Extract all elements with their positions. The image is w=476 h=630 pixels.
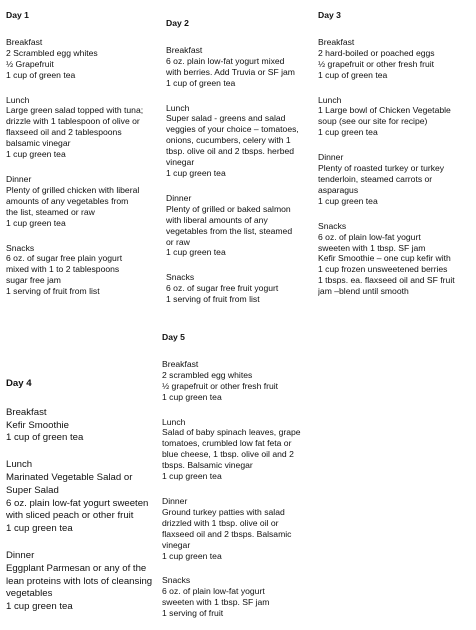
meal-heading-dinner: Dinner — [6, 549, 35, 561]
meal-line: 2 Scrambled egg whites — [6, 47, 98, 58]
meal-line: vinegar — [166, 157, 195, 168]
meal-section — [162, 496, 318, 561]
meal-heading-breakfast: Breakfast — [6, 406, 47, 418]
meal-section — [166, 103, 316, 179]
meal-line: 1 tbsps. ea. flaxseed oil and SF fruit — [318, 275, 455, 286]
meal-section — [6, 243, 166, 298]
meal-heading-breakfast: Breakfast — [318, 36, 355, 47]
meal-section — [162, 359, 318, 403]
meal-heading-dinner: Dinner — [6, 173, 32, 184]
meal-line: sweeten with 1 tbsp. SF jam — [318, 242, 426, 253]
meal-section — [166, 193, 316, 258]
meal-line: 1 serving of fruit from list — [166, 294, 260, 305]
meal-line: vinegar — [162, 539, 191, 550]
meal-line: with berries. Add Truvia or SF jam — [166, 66, 295, 77]
meal-section — [162, 417, 318, 482]
meal-line: sugar free jam — [6, 275, 61, 286]
meal-line: vegetables — [6, 588, 53, 600]
meal-line: jam –blend until smooth — [318, 286, 409, 297]
meal-line: mixed with 1 to 2 tablespoons — [6, 264, 120, 275]
meal-line: the list, steamed or raw — [6, 206, 95, 217]
meal-line: 6 oz. plain low-fat yogurt sweeten — [6, 497, 149, 509]
meal-line: lean proteins with lots of cleansing — [6, 575, 153, 587]
meal-line: 1 cup green tea — [6, 217, 66, 228]
meal-line: flaxseed oil and 2 tbsps. Balsamic — [162, 528, 292, 539]
meal-heading-breakfast: Breakfast — [162, 358, 199, 369]
meal-line: asparagus — [318, 184, 359, 195]
meal-section — [318, 221, 476, 297]
meal-line: Plenty of roasted turkey or turkey — [318, 163, 445, 174]
meal-line: Kefir Smoothie – one cup kefir with — [318, 253, 451, 264]
meal-section — [318, 37, 476, 81]
meal-line: onions, cucumbers, celery with 1 — [166, 135, 291, 146]
meal-line: ½ Grapefruit — [6, 58, 54, 69]
day-4-column — [6, 378, 164, 630]
meal-line: 2 hard-boiled or poached eggs — [318, 47, 435, 58]
day-title: Day 1 — [6, 10, 29, 20]
meal-line: 1 cup of green tea — [318, 69, 388, 80]
meal-line: 1 Large bowl of Chicken Vegetable — [318, 105, 451, 116]
meal-line: vegetables from the list, steamed — [166, 225, 293, 236]
meal-line: Kefir Smoothie — [6, 419, 69, 431]
meal-line: 1 cup of green tea — [166, 77, 236, 88]
meal-line: 1 cup of green tea — [6, 69, 76, 80]
meal-heading-lunch: Lunch — [6, 94, 30, 105]
meal-line: 1 cup green tea — [6, 601, 73, 613]
meal-heading-lunch: Lunch — [166, 102, 190, 113]
day-2-column — [166, 18, 316, 318]
meal-heading-snacks: Snacks — [6, 242, 35, 253]
meal-line: 1 cup green tea — [6, 523, 73, 535]
meal-line: Ground turkey patties with salad — [162, 506, 285, 517]
day-3-column — [318, 10, 476, 320]
meal-section — [166, 45, 316, 89]
meal-line: ½ grapefruit or other fresh fruit — [162, 380, 279, 391]
meal-line: tbsps. Balsamic vinegar — [162, 460, 253, 471]
meal-line: Eggplant Parmesan or any of the — [6, 562, 147, 574]
meal-heading-lunch: Lunch — [162, 416, 186, 427]
meal-heading-lunch: Lunch — [318, 94, 342, 105]
meal-line: Plenty of grilled chicken with liberal — [6, 184, 140, 195]
meal-section — [6, 407, 164, 445]
meal-line: 6 oz. plain low-fat yogurt mixed — [166, 55, 285, 66]
meal-line: Super salad - greens and salad — [166, 113, 286, 124]
meal-line: with sliced peach or other fruit — [6, 510, 134, 522]
meal-heading-dinner: Dinner — [318, 152, 344, 163]
meal-line: Salad of baby spinach leaves, grape — [162, 427, 301, 438]
meal-line: soup (see our site for recipe) — [318, 116, 428, 127]
meal-line: sweeten with 1 tbsp. SF jam — [162, 597, 270, 608]
meal-line: tomatoes, crumbled low fat feta or — [162, 438, 292, 449]
meal-line: 6 oz. of plain low-fat yogurt — [162, 586, 265, 597]
meal-line: Super Salad — [6, 484, 59, 496]
meal-line: tbsp. olive oil and 2 tbsps. herbed — [166, 146, 295, 157]
meal-line: 1 cup green tea — [166, 247, 226, 258]
meal-line: 6 oz. of sugar free fruit yogurt — [166, 283, 279, 294]
meal-heading-lunch: Lunch — [6, 459, 33, 471]
meal-line: 6 oz. of sugar free plain yogurt — [6, 253, 123, 264]
meal-section — [6, 459, 164, 536]
meal-line: blue cheese, 1 tbsp. olive oil and 2 — [162, 449, 294, 460]
meal-line: 1 serving of fruit — [162, 608, 224, 619]
meal-heading-snacks: Snacks — [318, 220, 347, 231]
meal-line: flaxseed oil and 2 tablespoons — [6, 127, 122, 138]
day-5-column — [162, 332, 318, 630]
day-title: Day 4 — [6, 378, 32, 389]
meal-section — [6, 550, 164, 614]
meal-section — [6, 174, 166, 229]
meal-heading-breakfast: Breakfast — [6, 36, 43, 47]
meal-heading-breakfast: Breakfast — [166, 44, 203, 55]
meal-line: balsamic vinegar — [6, 138, 71, 149]
meal-line: 1 serving of fruit from list — [6, 286, 100, 297]
meal-line: Large green salad topped with tuna; — [6, 105, 144, 116]
meal-line: tenderloin, steamed carrots or — [318, 173, 433, 184]
day-title: Day 3 — [318, 10, 341, 20]
meal-section — [6, 37, 166, 81]
meal-line: 1 cup green tea — [162, 471, 222, 482]
meal-line: 1 cup green tea — [162, 391, 222, 402]
meal-line: amounts of any vegetables from — [6, 195, 129, 206]
meal-section — [318, 95, 476, 139]
meal-line: 1 cup frozen unsweetened berries — [318, 264, 448, 275]
day-1-column — [6, 10, 166, 330]
meal-line: veggies of your choice – tomatoes, — [166, 124, 299, 135]
meal-line: 1 cup of green tea — [6, 432, 84, 444]
meal-line: or raw — [166, 236, 190, 247]
meal-line: 2 scrambled egg whites — [162, 369, 253, 380]
meal-line: drizzled with 1 tbsp. olive oil or — [162, 517, 279, 528]
meal-line: ½ grapefruit or other fresh fruit — [318, 58, 435, 69]
meal-line: with liberal amounts of any — [166, 214, 268, 225]
meal-line: 6 oz. of plain low-fat yogurt — [318, 231, 421, 242]
meal-section — [166, 272, 316, 305]
day-title: Day 2 — [166, 18, 189, 28]
meal-line: drizzle with 1 tablespoon of olive or — [6, 116, 140, 127]
meal-heading-dinner: Dinner — [166, 192, 192, 203]
meal-line: 1 cup green tea — [318, 127, 378, 138]
meal-line: 1 cup green tea — [166, 167, 226, 178]
meal-line: 1 cup green tea — [318, 195, 378, 206]
meal-section — [6, 95, 166, 160]
meal-line: Marinated Vegetable Salad or — [6, 471, 133, 483]
meal-heading-snacks: Snacks — [166, 272, 195, 283]
meal-line: Plenty of grilled or baked salmon — [166, 203, 291, 214]
day-title: Day 5 — [162, 332, 185, 342]
meal-heading-snacks: Snacks — [162, 575, 191, 586]
meal-line: 1 cup green tea — [162, 550, 222, 561]
meal-section — [162, 575, 318, 619]
meal-line: 1 cup green tea — [6, 149, 66, 160]
meal-section — [318, 152, 476, 207]
meal-heading-dinner: Dinner — [162, 495, 188, 506]
